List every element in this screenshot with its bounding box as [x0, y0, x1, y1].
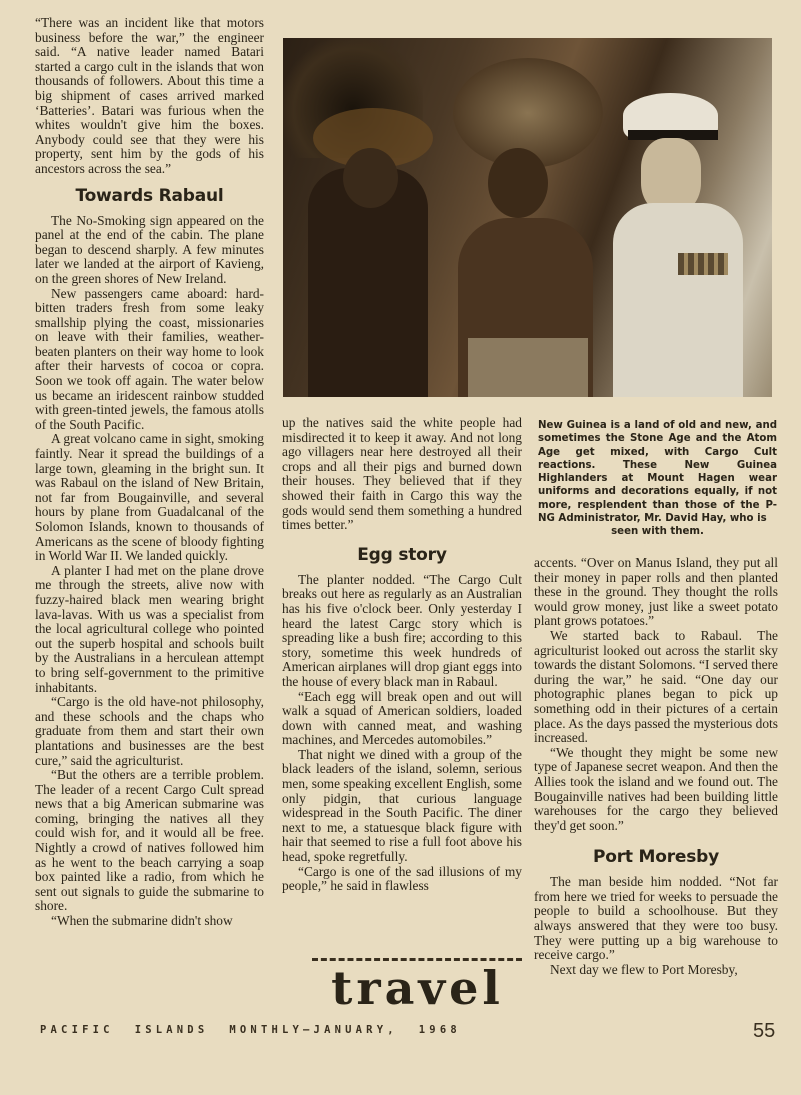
- paragraph: up the natives said the white people had misdirected it to keep it away. And not long ago villagers near here destroyed all their crops and all their pigs and burned down their houses. They believed that if they showed their faith in Cargo this way the gods would send them something a hundred times better.”: [282, 415, 522, 533]
- paragraph: accents. “Over on Manus Island, they put all their money in paper rolls and then planted these in the ground. They thought the rolls would grow money, just like a sweet potato plant grows potatoes.”: [534, 555, 778, 629]
- paragraph: A great volcano came in sight, smoking faintly. Near it spread the buildings of a large town, gleaming in the bright sun. It was Rabaul on the island of New Britain, not far from Bougainville, and several hours by plane from Guadalcanal of the Solomon Islands, known to thousands of Americans as the scene of bloody fighting in World War II. We landed quickly.: [35, 431, 264, 564]
- paragraph: “We thought they might be some new type of Japanese secret weapon. And then the Allies took the island and we found out. The Bougainville natives had been building little warehouses for the cargo they believed they'd get soon.”: [534, 744, 778, 833]
- paragraph: Next day we flew to Port Moresby,: [550, 961, 738, 977]
- article-column-3: [534, 556, 778, 977]
- article-column-2: [282, 416, 522, 894]
- paragraph: The man beside him nodded. “Not far from here we tried for weeks to persuade the people to build a schoolhouse. But they always answered that they were too busy. They were putting up a big warehouse to receive cargo.”: [534, 874, 778, 963]
- section-heading-towards-rabaul: Towards Rabaul: [75, 185, 224, 206]
- highlanders-photo: [283, 38, 772, 397]
- paragraph: We started back to Rabaul. The agriculturist looked out across the starlit sky towards the distant Solomons. “I served there during the war,” he said. “One day our photographic planes began to pick up something odd in their pictures of a certain place. As the days passed the mysterious dots increased.: [534, 627, 778, 746]
- caption-text: New Guinea is a land of old and new, and sometimes the Stone Age and the Atom Age get mixed, with Cargo Cult reactions. These New Guinea Highlanders at Mount Hagen wear uniforms and decorations equally, if not more, resplendent than those of the P-NG Administrator, Mr. David Hay, who is: [538, 420, 777, 525]
- paragraph: “When the submarine didn't show: [51, 913, 233, 929]
- page-number: 55: [753, 1020, 776, 1042]
- paragraph: The No-Smoking sign appeared on the panel at the end of the cabin. The plane began to descend sharply. A few minutes later we landed at the airport of Kavieng, on the green shores of New Ireland.: [35, 212, 264, 286]
- caption-last-line: seen with them.: [611, 526, 704, 538]
- photo-caption: [538, 419, 777, 539]
- section-heading-port-moresby: Port Moresby: [592, 847, 720, 868]
- paragraph: “Each egg will break open and out will walk a squad of American soldiers, loaded down with canned meat, and washing machines, and Mercedes automobiles.”: [282, 688, 522, 748]
- paragraph: “Cargo is the old have-not philosophy, and these schools and the chaps who graduate from them and start their own plantations and businesses are the best cure,” said the agriculturist.: [35, 694, 264, 768]
- running-footer: PACIFIC ISLANDS MONTHLY—JANUARY, 1968: [40, 1024, 461, 1036]
- section-heading-egg-story: Egg story: [357, 544, 447, 565]
- paragraph: The planter nodded. “The Cargo Cult breaks out here as regularly as an Australian has his five o'clock beer. Only yesterday I heard the latest Cargc story which is spreading like a bush fire; according to this story, sometime this week hundreds of American airplanes will drop giant eggs into the house of every black man in Rabaul.: [282, 571, 522, 689]
- section-label-travel: travel: [331, 961, 504, 1015]
- article-column-1: [35, 16, 264, 929]
- paragraph: That night we dined with a group of the black leaders of the island, solemn, serious men, some speaking excellent English, some only pidgin, that curious language widespread in the South Pacific. The diner next to me, a statuesque black figure with hair that seemed to rise a full foot above his head, spoke regretfully.: [282, 746, 522, 865]
- paragraph: “But the others are a terrible problem. The leader of a recent Cargo Cult spread news that a big American submarine was coming, bringing the natives all they could wish for, and it would all be free. Nightly a crowd of natives followed him as he went to the beach carrying a soap box painted like a radio, from which he sent out signals to guide the submarine to shore.: [35, 767, 264, 914]
- paragraph: A planter I had met on the plane drove me through the streets, alive now with fuzzy-haired black men wearing bright lava-lavas. With us was a specialist from the local agricultural college who pointed out the superb hospital and schools built by the Australians in a herculean attempt to bring self-government to the primitive inhabitants.: [35, 562, 264, 695]
- paragraph: New passengers came aboard: hard-bitten traders fresh from some leaky smallship plying the coast, missionaries on leave with their families, weather-beaten planters on their way home to look after their harvests of cocoa or copra. Soon we took off again. The water below us became an iridescent rainbow studded with green-tinted jewels, the famous atolls of the South Pacific.: [35, 285, 264, 432]
- paragraph: “There was an incident like that motors business before the war,” the engineer said. “A native leader named Batari started a cargo cult in the islands that won thousands of followers. About this time a big shipment of cases arrived marked ‘Batteries’. Batari was furious when the whites wouldn't give him the boxes. Anybody could see that they were his property, sent him by the gods of his ancestors across the sea.”: [35, 15, 264, 176]
- paragraph: “Cargo is one of the sad illusions of my people,” he said in flawless: [282, 863, 522, 894]
